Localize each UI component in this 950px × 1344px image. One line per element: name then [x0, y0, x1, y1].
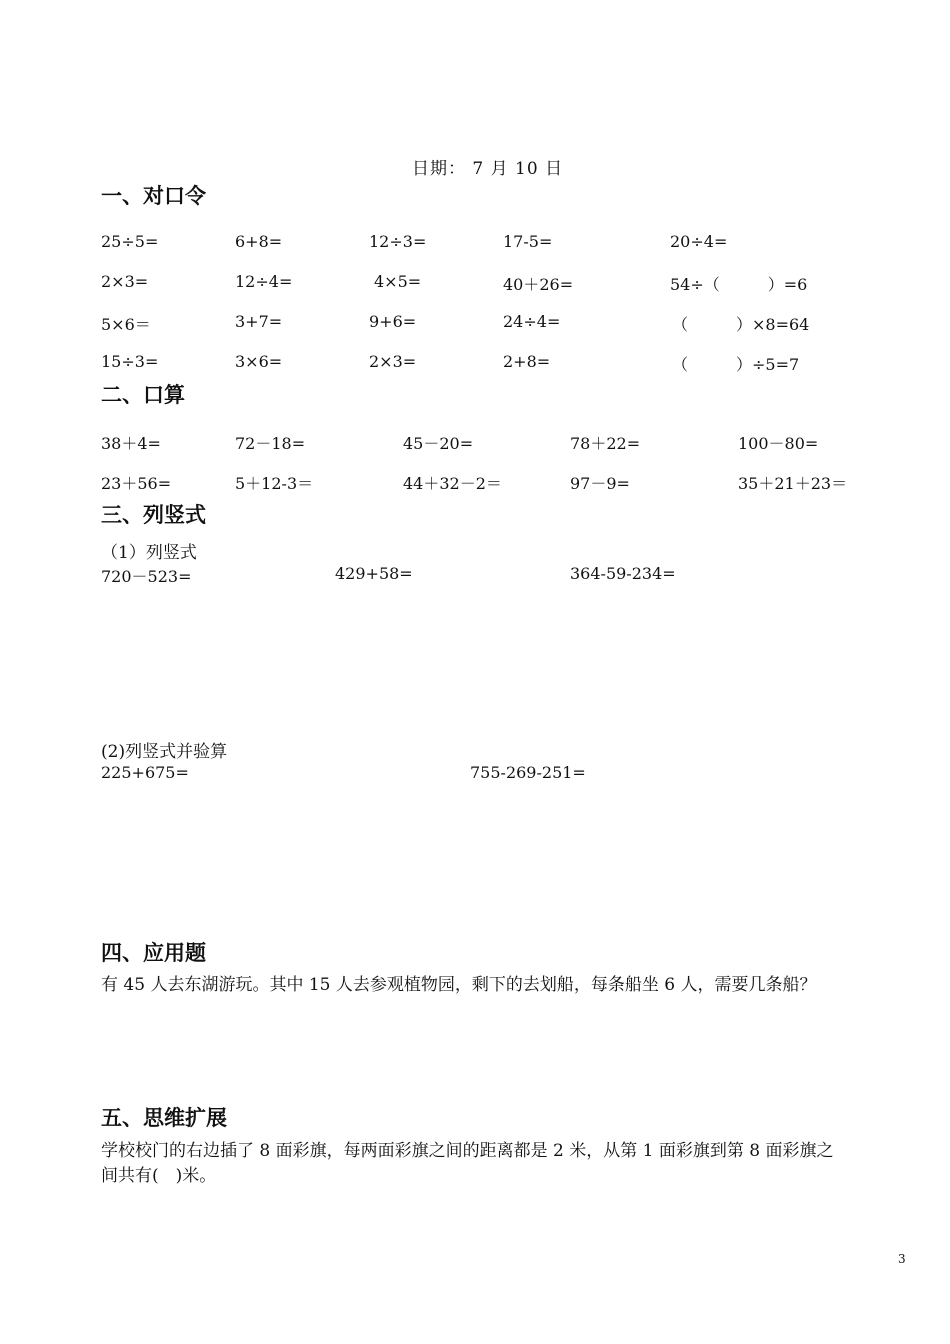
- section-4-title: 四、应用题: [101, 941, 206, 965]
- s1-question: 2×3=: [101, 272, 149, 291]
- s2-question: 45－20=: [403, 434, 474, 453]
- section-5-title: 五、思维扩展: [101, 1106, 227, 1130]
- s2-question: 97－9=: [570, 474, 630, 493]
- s1-question: 17-5=: [503, 232, 553, 251]
- s1-question: 54÷（ ）=6: [670, 275, 808, 294]
- s1-question: 12÷4=: [235, 272, 293, 291]
- thinking-problem-line-2: 间共有( )米。: [101, 1166, 217, 1186]
- s2-question: 72－18=: [235, 434, 306, 453]
- s1-question: 2×3=: [369, 352, 417, 371]
- s1-question: （ ）÷5=7: [672, 355, 800, 374]
- s1-question: 40＋26=: [503, 275, 574, 294]
- s1-question: （ ）×8=64: [672, 315, 810, 334]
- s2-question: 100－80=: [738, 434, 819, 453]
- s2-question: 44＋32－2＝: [403, 474, 502, 493]
- s1-question: 3+7=: [235, 312, 283, 331]
- s2-question: 23＋56=: [101, 474, 172, 493]
- page-number: 3: [898, 1252, 906, 1266]
- s1-question: 20÷4=: [670, 232, 728, 251]
- s1-question: 9+6=: [369, 312, 417, 331]
- s1-question: 5×6＝: [101, 315, 151, 334]
- s2-question: 38＋4=: [101, 434, 161, 453]
- worksheet-date: 日期： 7 月 10 日: [412, 159, 564, 179]
- s3-sub1-question: 364-59-234=: [570, 564, 676, 583]
- word-problem-text: 有 45 人去东湖游玩。其中 15 人去参观植物园，剩下的去划船，每条船坐 6 人，需要几条船？: [101, 975, 817, 995]
- section-1-title: 一、对口令: [101, 184, 206, 208]
- s3-sub2-question: 225+675=: [101, 763, 189, 782]
- s1-question: 4×5=: [374, 272, 422, 291]
- s1-question: 2+8=: [503, 352, 551, 371]
- s2-question: 35＋21＋23＝: [738, 474, 848, 493]
- s1-question: 3×6=: [235, 352, 283, 371]
- s3-sub2-question: 755-269-251=: [470, 763, 586, 782]
- s3-sub1-label: （1）列竖式: [101, 543, 197, 563]
- s3-sub1-question: 429+58=: [335, 564, 413, 583]
- s2-question: 5＋12-3＝: [235, 474, 314, 493]
- s1-question: 12÷3=: [369, 232, 427, 251]
- section-2-title: 二、口算: [101, 383, 185, 407]
- s1-question: 25÷5=: [101, 232, 159, 251]
- s1-question: 15÷3=: [101, 352, 159, 371]
- s2-question: 78＋22=: [570, 434, 641, 453]
- thinking-problem-line-1: 学校校门的右边插了 8 面彩旗，每两面彩旗之间的距离都是 2 米，从第 1 面彩旗到第 8 面彩旗之: [101, 1141, 834, 1161]
- section-3-title: 三、列竖式: [101, 503, 206, 527]
- s1-question: 6+8=: [235, 232, 283, 251]
- s3-sub1-question: 720－523=: [101, 567, 192, 586]
- s1-question: 24÷4=: [503, 312, 561, 331]
- s3-sub2-label: (2)列竖式并验算: [101, 742, 228, 762]
